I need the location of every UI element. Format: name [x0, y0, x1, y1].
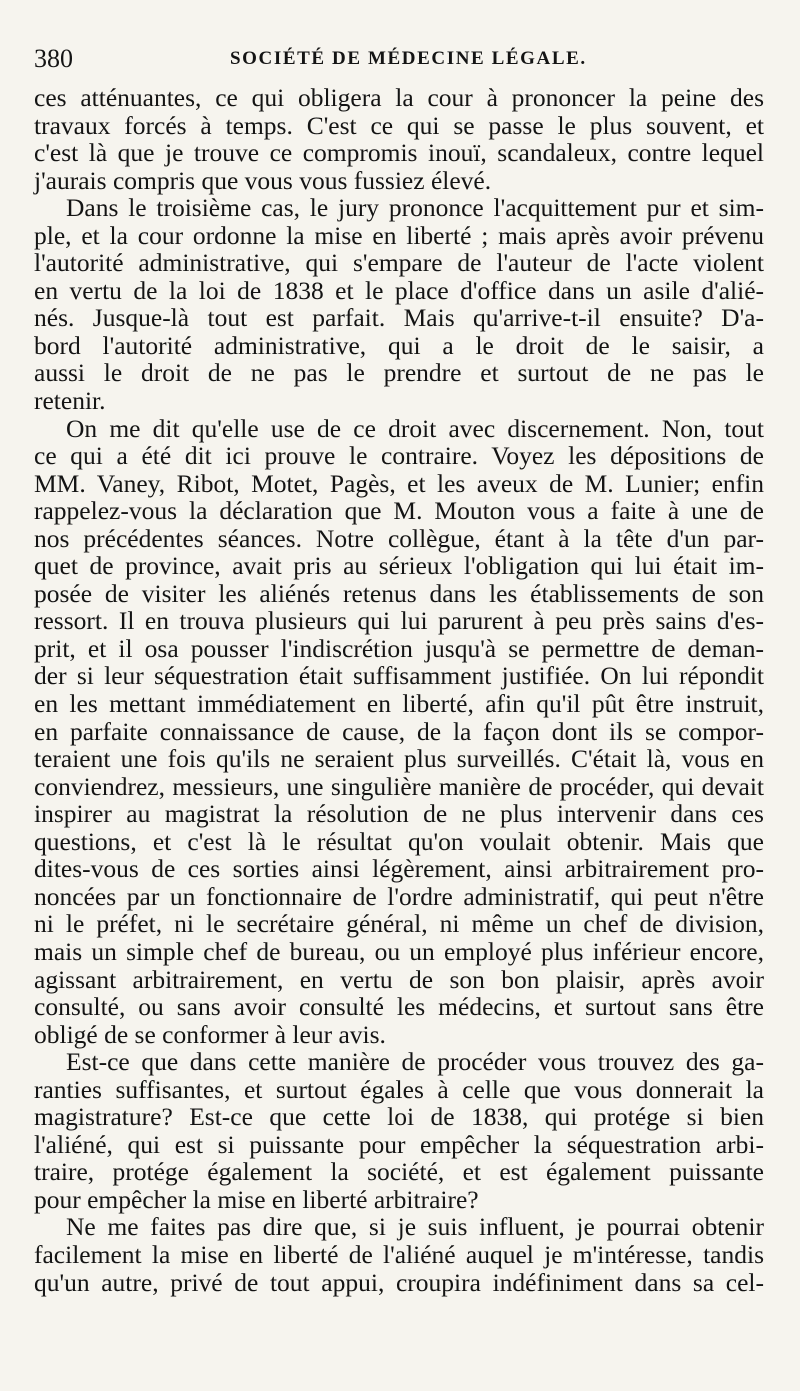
text-line: j'aurais compris que vous vous fussiez élevé.	[34, 165, 492, 195]
text-line: agissant arbitrairement, en vertu de son bon plaisir, après avoir	[34, 964, 764, 994]
text-line: ranties suffisantes, et surtout égales à celle que vous donnerait la	[34, 1074, 764, 1104]
text-line: rappelez-vous la déclaration que M. Mouton vous a faite à une de	[34, 496, 764, 526]
page-header	[34, 44, 774, 78]
body-text	[34, 84, 764, 1296]
text-line: dites-vous de ces sorties ainsi légèrement, ainsi arbitrairement pro-	[34, 854, 764, 884]
text-line: en vertu de la loi de 1838 et le place d'office dans un asile d'alié-	[34, 275, 764, 305]
text-line: Dans le troisième cas, le jury prononce l'acquittement pur et sim-	[66, 193, 764, 223]
text-line: mais un simple chef de bureau, ou un employé plus inférieur encore,	[34, 936, 764, 966]
text-line: inspirer au magistrat la résolution de ne plus intervenir dans ces	[34, 799, 764, 829]
text-line: On me dit qu'elle use de ce droit avec discernement. Non, tout	[66, 413, 764, 443]
text-line: qu'un autre, privé de tout appui, croupira indéfiniment dans sa cel-	[34, 1267, 764, 1297]
text-line: c'est là que je trouve ce compromis inouï, scandaleux, contre lequel	[34, 138, 764, 168]
text-line: nés. Jusque-là tout est parfait. Mais qu'arrive-t-il ensuite? D'a-	[34, 303, 764, 333]
text-line: retenir.	[34, 386, 106, 416]
text-line: quet de province, avait pris au sérieux l'obligation qui lui était im-	[34, 551, 764, 581]
text-line: ces atténuantes, ce qui obligera la cour à prononcer la peine des	[34, 83, 764, 112]
text-line: MM. Vaney, Ribot, Motet, Pagès, et les aveux de M. Lunier; enfin	[34, 468, 764, 498]
text-line: bord l'autorité administrative, qui a le droit de le saisir, a	[34, 330, 764, 360]
text-line: conviendrez, messieurs, une singulière manière de procéder, qui devait	[34, 771, 764, 801]
text-line: pour empêcher la mise en liberté arbitraire?	[34, 1184, 479, 1214]
text-line: obligé de se conformer à leur avis.	[34, 1019, 386, 1049]
text-line: ressort. Il en trouva plusieurs qui lui parurent à peu près sains d'es-	[34, 606, 764, 636]
text-line: consulté, ou sans avoir consulté les médecins, et surtout sans être	[34, 992, 764, 1022]
text-line: noncées par un fonctionnaire de l'ordre administratif, qui peut n'être	[34, 881, 764, 911]
text-line: en les mettant immédiatement en liberté, afin qu'il pût être instruit,	[34, 689, 764, 719]
text-line: prit, et il osa pousser l'indiscrétion jusqu'à se permettre de deman-	[34, 633, 764, 663]
text-line: Est-ce que dans cette manière de procéder vous trouvez des ga-	[66, 1047, 764, 1077]
text-line: magistrature? Est-ce que cette loi de 1838, qui protége si bien	[34, 1102, 764, 1132]
text-line: posée de visiter les aliénés retenus dans les établissements de son	[34, 578, 764, 608]
text-line: der si leur séquestration était suffisamment justifiée. On lui répondit	[34, 661, 764, 691]
text-line: ce qui a été dit ici prouve le contraire. Voyez les dépositions de	[34, 441, 764, 471]
text-line: l'aliéné, qui est si puissante pour empêcher la séquestration arbi-	[34, 1129, 764, 1159]
text-line: aussi le droit de ne pas le prendre et surtout de ne pas le	[34, 358, 764, 388]
text-line: en parfaite connaissance de cause, de la façon dont ils se compor-	[34, 716, 764, 746]
text-line: ni le préfet, ni le secrétaire général, ni même un chef de division,	[34, 909, 764, 939]
text-line: facilement la mise en liberté de l'aliéné auquel je m'intéresse, tandis	[34, 1239, 764, 1269]
text-line: travaux forcés à temps. C'est ce qui se passe le plus souvent, et	[34, 110, 764, 140]
text-line: ple, et la cour ordonne la mise en liberté ; mais après avoir prévenu	[34, 220, 764, 250]
page-number: 380	[34, 44, 73, 73]
text-line: traire, protége également la société, et est également puissante	[34, 1157, 764, 1187]
text-line: questions, et c'est là le résultat qu'on voulait obtenir. Mais que	[34, 826, 764, 856]
text-line: l'autorité administrative, qui s'empare de l'auteur de l'acte violent	[34, 248, 764, 278]
text-line: nos précédentes séances. Notre collègue, étant à la tête d'un par-	[34, 523, 764, 553]
text-line: teraient une fois qu'ils ne seraient plus surveillés. C'était là, vous en	[34, 744, 764, 774]
running-head: SOCIÉTÉ DE MÉDECINE LÉGALE.	[230, 48, 587, 69]
text-line: Ne me faites pas dire que, si je suis influent, je pourrai obtenir	[66, 1212, 764, 1242]
